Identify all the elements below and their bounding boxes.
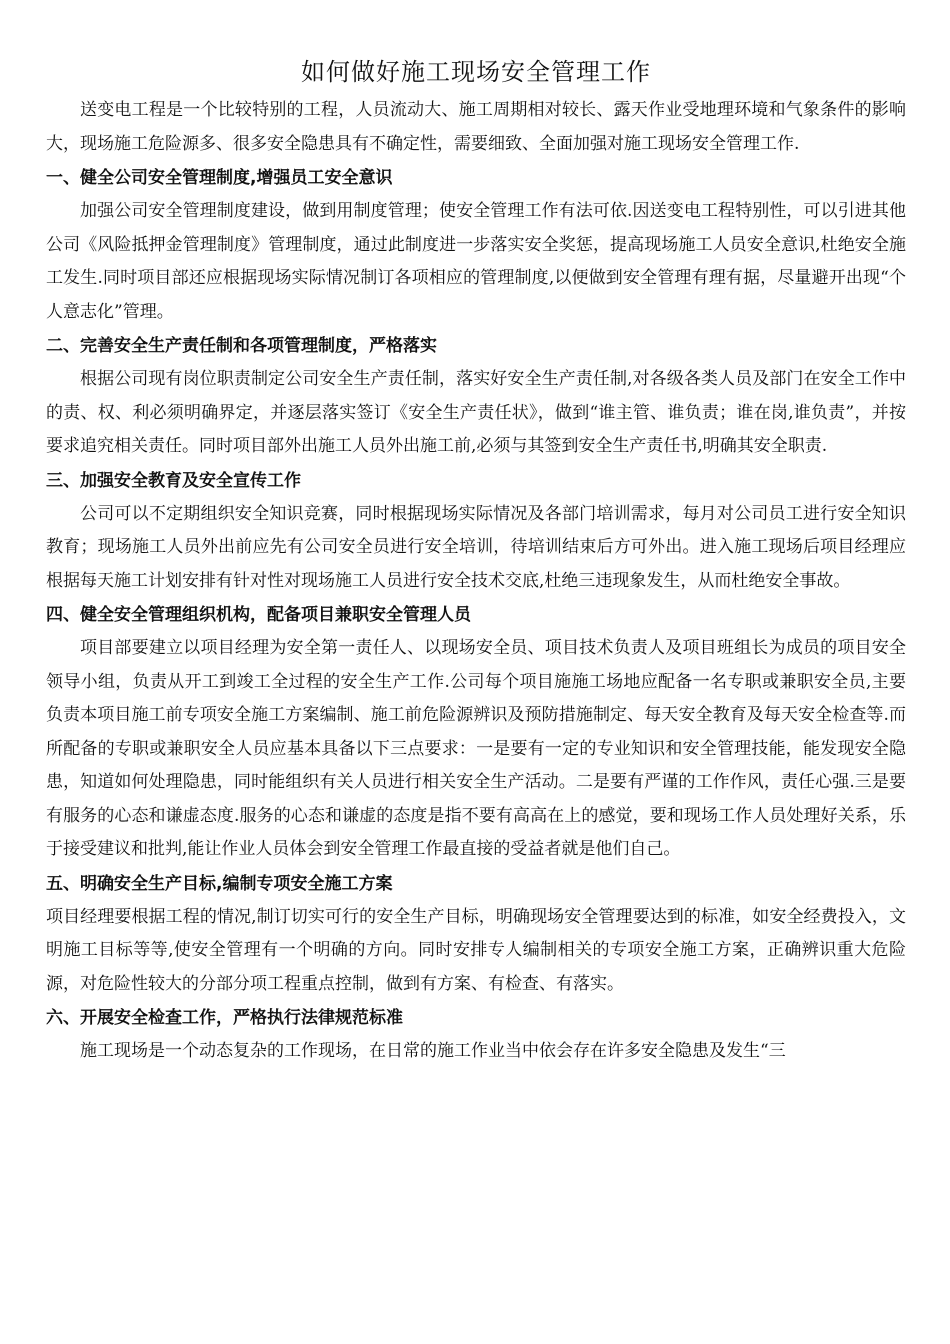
section-heading-4: 四、健全安全管理组织机构，配备项目兼职安全管理人员 [46,605,471,625]
section-body-2: 根据公司现有岗位职责制定公司安全生产责任制，落实好安全生产责任制,对各级各类人员及部门在安全工作中的责、权、利必须明确界定，并逐层落实签订《安全生产责任状》，做到“谁主管、谁负责；谁在岗,谁负责”，并按要求追究相关责任。同时项目部外出施工人员外出施工前,必须与其签到安全生产责任书,明确其安全职责. [46,369,906,456]
section-heading-3: 三、加强安全教育及安全宣传工作 [46,470,301,491]
section-body-3: 公司可以不定期组织安全知识竞赛，同时根据现场实际情况及各部门培训需求，每月对公司员工进行安全知识教育；现场施工人员外出前应先有公司安全员进行安全培训，待培训结束后方可外出。进入施工现场后项目经理应根据每天施工计划安排有针对性对现场施工人员进行安全技术交底,杜绝三违现象发生，从而杜绝安全事故。 [46,503,906,591]
document-page [46,52,906,1069]
section-body-5: 项目经理要根据工程的情况,制订切实可行的安全生产目标，明确现场安全管理要达到的标准，如安全经费投入，文明施工目标等等,使安全管理有一个明确的方向。同时安排专人编制相关的专项安全施工方案，正确辨识重大危险源，对危险性较大的分部分项工程重点控制，做到有方案、有检查、有落实。 [46,906,906,994]
section-heading-1: 一、健全公司安全管理制度,增强员工安全意识 [46,168,393,188]
section-heading-5: 五、明确安全生产目标,编制专项安全施工方案 [46,873,393,894]
section-heading-2: 二、完善安全生产责任制和各项管理制度，严格落实 [46,336,437,356]
section-body-1: 加强公司安全管理制度建设，做到用制度管理；使安全管理工作有法可依.因送变电工程特别性，可以引进其他公司《风险抵押金管理制度》管理制度，通过此制度进一步落实安全奖惩，提高现场施工人员安全意识,杜绝安全施工发生.同时项目部还应根据现场实际情况制订各项相应的管理制度,以便做到安全管理有理有据，尽量避开出现“个人意志化”管理。 [46,201,906,322]
section-heading-6: 六、开展安全检查工作，严格执行法律规范标准 [46,1008,403,1028]
intro-paragraph: 送变电工程是一个比较特别的工程，人员流动大、施工周期相对较长、露天作业受地理环境和气象条件的影响大，现场施工危险源多、很多安全隐患具有不确定性，需要细致、全面加强对施工现场安全管理工作. [46,100,906,154]
document-title: 如何做好施工现场安全管理工作 [301,58,651,86]
section-body-4: 项目部要建立以项目经理为安全第一责任人、以现场安全员、项目技术负责人及项目班组长为成员的项目安全领导小组，负责从开工到竣工全过程的安全生产工作.公司每个项目施施工场地应配备一名专职或兼职安全员,主要负责本项目施工前专项安全施工方案编制、施工前危险源辨识及预防措施制定、每天安全教育及每天安全检查等.而所配备的专职或兼职安全人员应基本具备以下三点要求：一是要有一定的专业知识和安全管理技能，能发现安全隐患，知道如何处理隐患，同时能组织有关人员进行相关安全生产活动。二是要有严谨的工作作风，责任心强.三是要有服务的心态和谦虚态度.服务的心态和谦虚的态度是指不要有高高在上的感觉，要和现场工作人员处理好关系，乐于接受建议和批判,能让作业人员体会到安全管理工作最直接的受益者就是他们自己。 [46,638,906,859]
section-body-6: 施工现场是一个动态复杂的工作现场，在日常的施工作业当中依会存在许多安全隐患及发生“三 [80,1041,786,1061]
